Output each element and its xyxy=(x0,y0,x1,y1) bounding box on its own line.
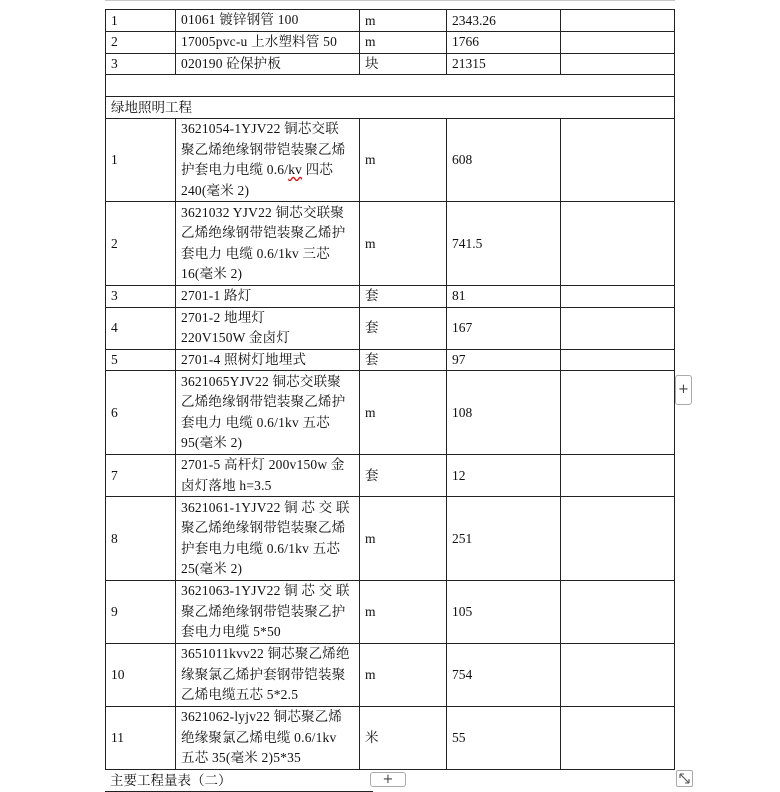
item-note[interactable] xyxy=(561,371,675,455)
row-number[interactable]: 7 xyxy=(106,455,176,497)
add-row-button[interactable]: + xyxy=(370,772,406,787)
item-quantity[interactable]: 608 xyxy=(447,119,561,202)
empty-cell[interactable] xyxy=(106,75,675,97)
item-note[interactable] xyxy=(561,349,675,371)
item-unit[interactable]: m xyxy=(360,371,447,455)
item-note[interactable] xyxy=(561,32,675,54)
item-quantity[interactable]: 105 xyxy=(447,581,561,644)
item-quantity[interactable]: 21315 xyxy=(447,53,561,75)
table-row xyxy=(106,581,675,644)
row-number[interactable]: 8 xyxy=(106,497,176,581)
row-number[interactable]: 3 xyxy=(106,286,176,308)
item-note[interactable] xyxy=(561,307,675,349)
item-unit[interactable]: 套 xyxy=(360,307,447,349)
row-number[interactable]: 1 xyxy=(106,119,176,202)
item-name[interactable]: 2701-4 照树灯地埋式 xyxy=(176,349,360,371)
item-unit[interactable]: m xyxy=(360,497,447,581)
item-note[interactable] xyxy=(561,202,675,286)
table-resize-handle[interactable] xyxy=(676,770,693,787)
item-note[interactable] xyxy=(561,119,675,202)
table-row xyxy=(106,455,675,497)
item-name[interactable]: 3621054-1YJV22 铜芯交联 聚乙烯绝缘钢带铠装聚乙烯 护套电力电缆 0.6/kv 四芯 240(毫米 2) xyxy=(176,119,360,202)
table-row xyxy=(106,497,675,581)
table-row xyxy=(106,286,675,308)
item-quantity[interactable]: 251 xyxy=(447,497,561,581)
item-name[interactable]: 3621065YJV22 铜芯交联聚 乙烯绝缘钢带铠装聚乙烯护 套电力 电缆 0.6/1kv 五芯 95(毫米 2) xyxy=(176,371,360,455)
item-quantity[interactable]: 1766 xyxy=(447,32,561,54)
item-note[interactable] xyxy=(561,455,675,497)
item-unit[interactable]: m xyxy=(360,10,447,32)
row-number[interactable]: 5 xyxy=(106,349,176,371)
row-number[interactable]: 4 xyxy=(106,307,176,349)
table-row xyxy=(106,307,675,349)
item-name[interactable]: 01061 镀锌钢管 100 xyxy=(176,10,360,32)
item-unit[interactable]: 套 xyxy=(360,349,447,371)
item-note[interactable] xyxy=(561,644,675,707)
row-number[interactable]: 11 xyxy=(106,707,176,770)
item-quantity[interactable]: 167 xyxy=(447,307,561,349)
item-unit[interactable]: 套 xyxy=(360,455,447,497)
item-name[interactable]: 3621061-1YJV22 铜 芯 交 联 聚乙烯绝缘钢带铠装聚乙烯 护套电力电缆 0.6/1kv 五芯 25(毫米 2) xyxy=(176,497,360,581)
item-unit[interactable]: 套 xyxy=(360,286,447,308)
item-unit[interactable]: 块 xyxy=(360,53,447,75)
item-quantity[interactable]: 108 xyxy=(447,371,561,455)
item-name[interactable]: 3621063-1YJV22 铜 芯 交 联 聚乙烯绝缘钢带铠装聚乙护 套电力电缆 5*50 xyxy=(176,581,360,644)
item-quantity[interactable]: 2343.26 xyxy=(447,10,561,32)
table-row xyxy=(106,349,675,371)
table-row xyxy=(106,202,675,286)
item-note[interactable] xyxy=(561,286,675,308)
item-unit[interactable]: m xyxy=(360,202,447,286)
resize-icon xyxy=(677,771,692,786)
item-name[interactable]: 2701-2 地埋灯 220V150W 金卤灯 xyxy=(176,307,360,349)
section-title[interactable]: 绿地照明工程 xyxy=(106,97,675,119)
item-unit[interactable]: 米 xyxy=(360,707,447,770)
item-name[interactable]: 3651011kvv22 铜芯聚乙烯绝 缘聚氯乙烯护套钢带铠装聚 乙烯电缆五芯 5*2.5 xyxy=(176,644,360,707)
row-number[interactable]: 6 xyxy=(106,371,176,455)
page-top-edge xyxy=(105,0,675,1)
row-number[interactable]: 2 xyxy=(106,202,176,286)
item-name[interactable]: 3621032 YJV22 铜芯交联聚 乙烯绝缘钢带铠装聚乙烯护 套电力 电缆 0.6/1kv 三芯 16(毫米 2) xyxy=(176,202,360,286)
row-number[interactable]: 1 xyxy=(106,10,176,32)
row-number[interactable]: 3 xyxy=(106,53,176,75)
table-caption: 主要工程量表（二） xyxy=(105,771,373,792)
item-note[interactable] xyxy=(561,10,675,32)
item-note[interactable] xyxy=(561,581,675,644)
item-name[interactable]: 17005pvc-u 上水塑料管 50 xyxy=(176,32,360,54)
item-quantity[interactable]: 754 xyxy=(447,644,561,707)
item-note[interactable] xyxy=(561,707,675,770)
item-quantity[interactable]: 97 xyxy=(447,349,561,371)
item-name[interactable]: 3621062-lyjv22 铜芯聚乙烯 绝缘聚氯乙烯电缆 0.6/1kv 五芯 35(毫米 2)5*35 xyxy=(176,707,360,770)
add-column-button[interactable]: + xyxy=(675,375,692,405)
table-row xyxy=(106,644,675,707)
section-row xyxy=(106,97,675,119)
item-unit[interactable]: m xyxy=(360,581,447,644)
item-name[interactable]: 2701-1 路灯 xyxy=(176,286,360,308)
table-row xyxy=(106,10,675,32)
item-name[interactable]: 2701-5 高杆灯 200v150w 金 卤灯落地 h=3.5 xyxy=(176,455,360,497)
table-row xyxy=(106,371,675,455)
item-note[interactable] xyxy=(561,53,675,75)
row-number[interactable]: 2 xyxy=(106,32,176,54)
table-row xyxy=(106,119,675,202)
row-number[interactable]: 9 xyxy=(106,581,176,644)
quantity-table xyxy=(105,9,675,770)
item-name[interactable]: 020190 砼保护板 xyxy=(176,53,360,75)
spellcheck-mark: kv xyxy=(288,162,303,177)
row-number[interactable]: 10 xyxy=(106,644,176,707)
item-note[interactable] xyxy=(561,497,675,581)
item-quantity[interactable]: 81 xyxy=(447,286,561,308)
item-quantity[interactable]: 12 xyxy=(447,455,561,497)
item-unit[interactable]: m xyxy=(360,32,447,54)
table-row xyxy=(106,53,675,75)
item-unit[interactable]: m xyxy=(360,644,447,707)
item-quantity[interactable]: 55 xyxy=(447,707,561,770)
item-quantity[interactable]: 741.5 xyxy=(447,202,561,286)
empty-row xyxy=(106,75,675,97)
table-row xyxy=(106,32,675,54)
item-unit[interactable]: m xyxy=(360,119,447,202)
table-row xyxy=(106,707,675,770)
